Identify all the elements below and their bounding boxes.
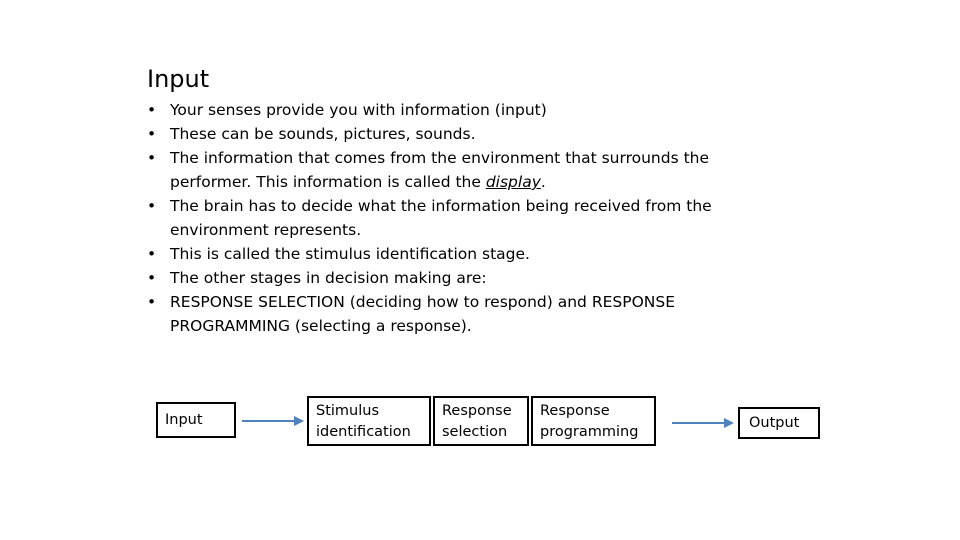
bullet-text: The other stages in decision making are: (170, 269, 487, 287)
flow-arrow-2 (670, 416, 736, 430)
bullet-item (147, 290, 767, 338)
bullet-item (147, 242, 767, 266)
bullet-marker: • (147, 125, 157, 143)
flow-box-output (738, 407, 820, 439)
flow-box-label-line: programming (540, 424, 639, 440)
flow-box-label-line: Response (540, 403, 610, 419)
flow-box-label-line: identification (316, 424, 411, 440)
flow-box-input (156, 402, 236, 438)
bullet-marker: • (147, 197, 157, 215)
bullet-item (147, 122, 767, 146)
bullet-marker: • (147, 293, 157, 311)
bullet-text: Your senses provide you with information (input) (170, 101, 547, 119)
bullet-text: RESPONSE SELECTION (deciding how to respond) and RESPONSE PROGRAMMING (selecting a response). (170, 293, 675, 335)
bullet-list (147, 98, 767, 338)
display-term: display (485, 173, 541, 191)
bullet-item (147, 146, 767, 194)
flow-box-label-line: Response (442, 403, 512, 419)
bullet-text: These can be sounds, pictures, sounds. (170, 125, 476, 143)
bullet-marker: • (147, 149, 157, 167)
flow-box-label-line: selection (442, 424, 508, 440)
flow-arrow-1 (240, 414, 306, 428)
flow-box-label: Input (165, 412, 203, 428)
flow-box-response-programming (531, 396, 656, 446)
bullet-marker: • (147, 245, 157, 263)
bullet-marker: • (147, 269, 157, 287)
flow-box-response-selection (433, 396, 529, 446)
bullet-suffix: . (540, 173, 546, 191)
bullet-marker: • (147, 101, 157, 119)
flow-box-label-line: Stimulus (316, 403, 380, 419)
flow-box-stimulus-identification (307, 396, 431, 446)
bullet-item (147, 98, 767, 122)
slide-title: Input (147, 65, 210, 93)
flow-box-label: Output (749, 415, 800, 431)
bullet-text: The brain has to decide what the information being received from the environment represents. (170, 197, 712, 239)
bullet-item (147, 266, 767, 290)
bullet-text: This is called the stimulus identification stage. (170, 245, 530, 263)
bullet-text: The information that comes from the environment that surrounds the performer. This information is called the (170, 149, 710, 191)
bullet-item (147, 194, 767, 242)
